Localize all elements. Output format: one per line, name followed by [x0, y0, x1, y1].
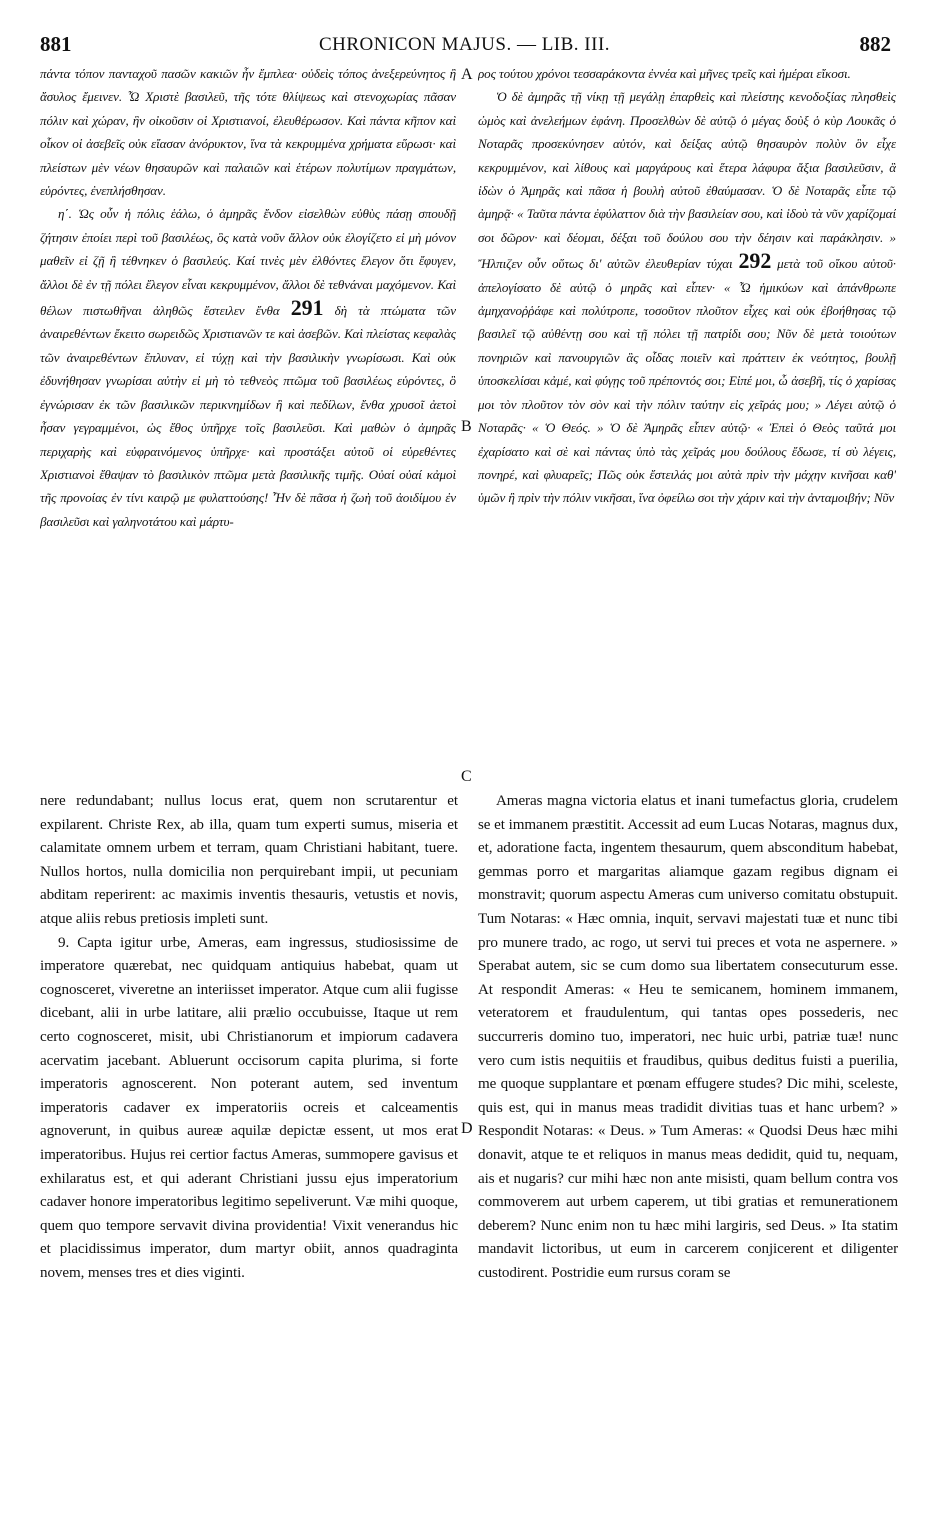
greek-right-paragraph-2-start: Ὁ δὲ ἀμηρᾶς τῇ νίκῃ τῇ μεγάλῃ ἐπαρθεὶς καὶ πλείστης κενοδοξίας πλησθεὶς ὠμὸς καὶ ἀνελεήμων ἐφάνη. Προσελθὼν δὲ αὐτῷ ὁ μέγας δοὺξ ὁ κὺρ Λουκᾶς ὁ Νοταρᾶς προσεκύνησεν αὐτόν, καὶ δείξας αὐτῷ θησαυρὸν πολὺν ὃν εἶχε κεκρυμμένον, καὶ λίθους καὶ μαργάρους καὶ ἕτερα λάφυρα ἄξια βασιλεῦσιν, ἃ ἰδὼν ὁ Ἀμηρᾶς καὶ πᾶσα ἡ βουλὴ αὐτοῦ ἐθαύμασαν. Ὁ δὲ Νοταρᾶς εἶπε τῷ ἀμηρᾷ· « Ταῦτα πάντα ἐφύλαττον διὰ τὴν βασιλείαν σου, καὶ ἰδοὺ τὰ νῦν χαρίζομαί σοι δῶρον· καὶ δέομαι, δέξαι τοῦ δούλου σου τὴν δέησιν καὶ παράκλησιν. » Ἤλπιζεν οὖν οὕτως δι' αὐτῶν ἐλευθερίαν τύχαι: [478, 89, 896, 272]
column-number-291: 291: [290, 295, 324, 321]
margin-letter-b: B: [461, 418, 472, 435]
greek-left-paragraph-1: πάντα τόπον πανταχοῦ πασῶν κακιῶν ἦν ἔμπλεα· οὐδεὶς τόπος ἀνεξερεύνητος ἢ ἄσυλος ἔμεινεν. Ὦ Χριστὲ βασιλεῦ, τῆς τότε θλίψεως καὶ στενοχωρίας πᾶσαν πόλιν καὶ χώραν, ἣν οἰκοῦσιν οἱ Χριστιανοί, ἐλευθέρωσον. Καὶ πάντα κῆπον καὶ οἶκον οἱ ἀσεβεῖς οὐκ εἴασαν ἀνόρυκτον, ἵνα τὰ κεκρυμμένα χρήματα εὕρωσι· καὶ πλείστων μὲν νέων θησαυρῶν καὶ παλαιῶν καὶ ἑτέρων πολυτίμων πραγμάτων, εὑρόντες, ἐνεπλήσθησαν.: [40, 66, 456, 199]
column-number-292: 292: [738, 248, 772, 274]
latin-column-left: [40, 790, 458, 1510]
latin-right-paragraph-1: Ameras magna victoria elatus et inani tumefactus gloria, crudelem se et immanem præstitit. Accessit ad eum Lucas Notaras, magnus dux, et, adoratione facta, ingentem thesaurum, quem absconditum habebat, gemmas porro et margaritas aliamque gazam regibus dignam ei monstravit; quorum aspectu Ameras cum universo comitatu obstupuit. Tum Notaras: « Hæc omnia, inquit, servavi majestati tuæ et nunc tibi pro munere trado, ac rogo, ut servi tui preces et vota ne aspernere. » Sperabat autem, sic se cum domo sua libertatem consecuturum esse. At respondit Ameras: « Heu te semicanem, hominem immanem, veteratorem et fraudulentum, qui tantas opes possederis, nec succurreris domino tuo, imperatori, nec huic urbi, patriæ tuæ! nunc vero cum istis nequitiis et fraudibus, quibus deditus fuisti a puerilia, me quoque supplantare et pœnam effugere studes? Dic mihi, scelestе, quis est, qui in manus meas tradidit divitias tuas et hanc urbem? » Respondit Notaras: « Deus. » Tum Ameras: « Quodsi Deus hæc mihi donavit, atque te et reliquos in manus meas dedidit, quid tu, nequam, ais et nugaris? cur mihi hæc non ante misisti, quam bellum contra vos commoverem aut urbem caperem, ut tibi gratias et remunerationem deberem? Nunc enim non tu hæc mihi largiris, sed Deus. » Ita statim mandavit lictoribus, ut eum in carcerem conjicerent et diligenter custodirent. Postridie eum rursus coram se: [478, 793, 898, 1281]
greek-right-paragraph-1: ρος τούτου χρόνοι τεσσαράκοντα ἐννέα καὶ μῆνες τρεῖς καὶ ἡμέραι εἴκοσι.: [478, 66, 851, 81]
margin-letter-d: D: [461, 1120, 473, 1137]
page-number-left: 881: [40, 32, 72, 56]
latin-left-paragraph-1: nere redundabant; nullus locus erat, quem non scrutarentur et expilarent. Christe Rex, ab illa, quam tum experti sumus, miseria et calamitate omnem urbem et terram, quam Christiani habitant, tuere. Nullos hortos, nulla domicilia non perquirebant impii, ut pecuniam abditam reperirent: ac maximis inventis thesauris, vetustis et novis, atque aliis rebus pretiosis impleti sunt.: [40, 793, 458, 927]
greek-column-right: [478, 62, 896, 780]
page-number-right: 882: [859, 32, 891, 56]
greek-left-paragraph-2-start: η΄. Ὡς οὖν ἡ πόλις ἑάλω, ὁ ἀμηρᾶς ἔνδον εἰσελθὼν εὐθὺς πάσῃ σπουδῇ ζήτησιν ἐποίει περὶ τοῦ βασιλέως, ὃς κατὰ νοῦν ἄλλον οὐκ ἐλογίζετο εἰ μὴ μόνον μαθεῖν εἰ ζῇ ἢ τέθνηκεν ὁ βασιλεύς. Καί τινὲς μὲν ἐλθόντες ἔλεγον ὅτι ἔφυγεν, ἄλλοι δὲ ἐν τῇ πόλει ἔλεγον εἶναι κεκρυμμένον, ἄλλοι δὲ τεθνάναι μαχόμενον. Καὶ θέλων πιστωθῆναι ἀληθῶς ἔστειλεν ἔνθα: [40, 206, 456, 319]
greek-column-left: [40, 62, 456, 780]
page-header: [30, 28, 899, 62]
greek-right-paragraph-2-end: μετὰ τοῦ οἴκου αὐτοῦ· ἀπελογίσατο δὲ αὐτῷ ὁ μηρᾶς καὶ εἶπεν· « Ὦ ἡμικύων καὶ ἀπάνθρωπε ἀμηχανοῤῥάφε καὶ πολύτροπε, τοσοῦτον πλοῦτον εἶχες καὶ οὐκ ἐβοήθησας τῷ βασιλεῖ τῷ αὐθέντῃ σου καὶ τῇ πόλει τῇ πατρίδι σου; Νῦν δὲ μετὰ τοιούτων πονηριῶν καὶ πανουργιῶν ἃς οἶδας ποιεῖν καὶ πράττειν ἐκ νεότητος, βουλῇ ὑποσκελίσαι κἀμέ, καὶ φύγῃς τοῦ πρέποντός σοι; Εἰπέ μοι, ὦ ἀσεβῆ, τίς ὁ χαρίσας μοι τὸν πλοῦτον τὸν σὸν καὶ τὴν πόλιν ταύτην εἰς χεῖράς μου; » Λέγει αὐτῷ ὁ Νοταρᾶς· « Ὁ Θεός. » Ὁ δὲ Ἀμηρᾶς εἶπεν αὐτῷ· « Ἐπεὶ ὁ Θεὸς ταῦτά μοι ἐχαρίσατο καὶ σὲ καὶ πάντας ὑπὸ τὰς χεῖράς μου δούλους ἔδωσε, τί σὺ λέγεις, πονηρέ, καὶ φλυαρεῖς; Πῶς οὐκ ἔστειλάς μοι αὐτὰ πρὶν τὴν μάχην κινῆσαι καθ' ὑμῶν ἢ πρὶν τὴν πόλιν νικῆσαι, ἵνα ὀφείλω σοι τὴν χάριν καὶ τὴν ἀνταμοιβήν; Νῦν: [478, 256, 896, 506]
margin-letter-c: C: [461, 768, 472, 785]
margin-letter-a: A: [461, 66, 473, 83]
greek-left-paragraph-2-end: δὴ τὰ πτώματα τῶν ἀναιρεθέντων ἔκειτο σωρειδῶς Χριστιανῶν τε καὶ ἀσεβῶν. Καὶ πλείστας κεφαλὰς τῶν ἀναιρεθέντων ἔπλυναν, εἰ τύχῃ καὶ τὴν βασιλικὴν γνωρίσωσι. Καὶ οὐκ ἐδυνήθησαν γνωρίσαι αὐτὴν εἰ μὴ τὸ τεθνεὸς πτῶμα τοῦ βασιλέως εὑρόντες, ὃ ἐγνώρισαν ἐκ τῶν βασιλικῶν περικνημίδων ἢ καὶ πεδίλων, ἔνθα χρυσοῖ ἀετοὶ ἦσαν γεγραμμένοι, ὡς ἔθος ὑπῆρχε τοῖς βασιλεῦσι. Καὶ μαθὼν ὁ ἀμηρᾶς περιχαρὴς καὶ εὐφραινόμενος ὑπῆρχε· καὶ προστάξει αὐτοῦ οἱ εὑρεθέντες Χριστιανοὶ ἔθαψαν τὸ βασιλικὸν πτῶμα μετὰ βασιλικῆς τιμῆς. Οὐαί οὐαί κἀμοὶ τῆς προνοίας ἐν τίνι καιρῷ με φυλαττούσης! Ἦν δὲ πᾶσα ἡ ζωὴ τοῦ ἀοιδίμου ἐν βασιλεῦσι καὶ γαληνοτάτου καὶ μάρτυ-: [40, 303, 456, 529]
greek-left-paragraph-2: [40, 202, 456, 533]
greek-right-paragraph-2: [478, 85, 896, 509]
running-title: CHRONICON MAJUS. — LIB. III.: [318, 34, 611, 55]
latin-column-right: [478, 790, 898, 1520]
latin-left-paragraph-2: 9. Capta igitur urbe, Ameras, eam ingressus, studiosissime de imperatore quærebat, nec quidquam antiquius habebat, quam ut cognosceret, viveretne an interiisset imperator. Atque cum alii fugisse dicebant, alii in urbe latitare, alii prælio occubuisse, Itaque ut rem certo cognosceret, misit, ubi Christianorum et impiorum cadavera acervatim jacebant. Abluerunt occisorum capita plurima, si forte imperatoris agnoscerent. Non poterant autem, sed inventum imperatoris cadaver ex imperatoriis ocreis et calceamentis agnoverunt, in quibus aureæ aquilæ depictæ essent, ut mos erat imperatoribus. Hujus rei certior factus Ameras, summopere gavisus et exhilaratus est, et qui aderant Christiani jussu ejus imperatorium cadaver honore imperatoribus legitimo sepeliverunt. Væ mihi quoque, quem quo tempore servavit divina providentia! Vixit venerandus hic et placidissimus imperator, dum martyr obiit, annos quadraginta novem, menses tres et dies viginti.: [40, 934, 458, 1281]
